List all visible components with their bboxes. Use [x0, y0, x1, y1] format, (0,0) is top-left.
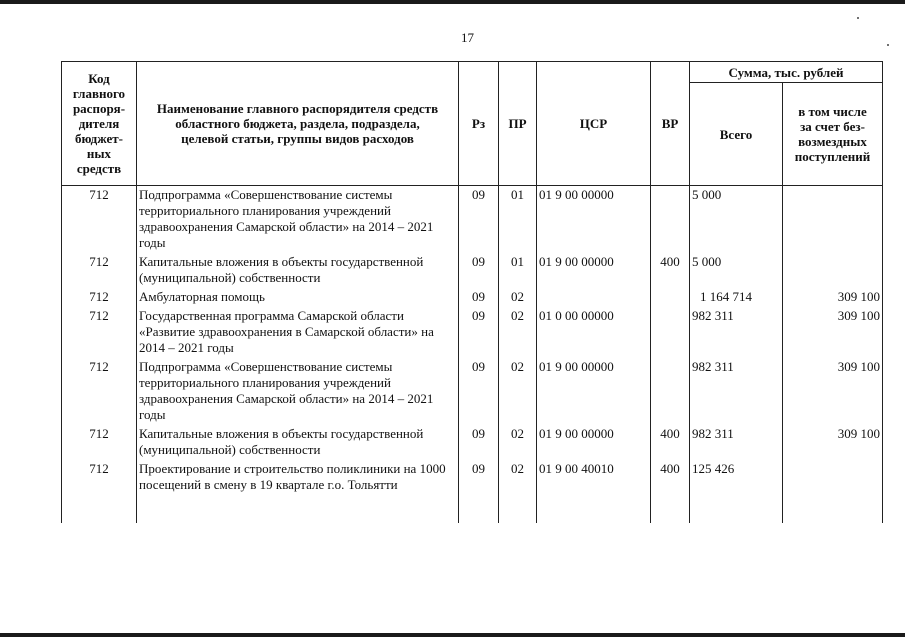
- cell-grants: 309 100: [783, 307, 883, 358]
- cell-pr: 02: [499, 460, 537, 523]
- cell-total: 982 311: [690, 358, 783, 425]
- header-pr: ПР: [499, 62, 537, 186]
- cell-name: Подпрограмма «Совершенствование системы территориального планирования учреждений здравоохранения Самарской области» на 2014 – 2021 годы: [137, 186, 459, 254]
- header-code: Код главного распоря-дителя бюджет-ных средств: [62, 62, 137, 186]
- cell-total: 125 426: [690, 460, 783, 523]
- scan-bottom-border: [0, 633, 905, 637]
- cell-pr: 02: [499, 425, 537, 460]
- cell-total: 5 000: [690, 253, 783, 288]
- page-number: 17: [461, 30, 474, 45]
- cell-csr: 01 9 00 40010: [537, 460, 651, 523]
- cell-total: 5 000: [690, 186, 783, 254]
- cell-name: Амбулаторная помощь: [137, 288, 459, 307]
- table-row: [62, 358, 883, 425]
- cell-rz: 09: [459, 288, 499, 307]
- cell-vr: 400: [651, 425, 690, 460]
- cell-code: 712: [62, 460, 137, 523]
- cell-vr: [651, 186, 690, 254]
- header-grants: в том числе за счет без-возмездных поступлений: [783, 83, 883, 186]
- header-total: Всего: [690, 83, 783, 186]
- table-row: [62, 253, 883, 288]
- cell-csr: 01 0 00 00000: [537, 307, 651, 358]
- scan-speck: [857, 17, 859, 19]
- cell-vr: [651, 307, 690, 358]
- cell-rz: 09: [459, 358, 499, 425]
- table-row: [62, 186, 883, 254]
- cell-rz: 09: [459, 307, 499, 358]
- cell-grants: [783, 460, 883, 523]
- cell-vr: 400: [651, 253, 690, 288]
- cell-pr: 02: [499, 358, 537, 425]
- cell-total: 1 164 714: [690, 288, 783, 307]
- table-body: [62, 186, 883, 524]
- cell-csr: 01 9 00 00000: [537, 186, 651, 254]
- cell-grants: [783, 186, 883, 254]
- cell-grants: 309 100: [783, 425, 883, 460]
- cell-code: 712: [62, 288, 137, 307]
- cell-total: 982 311: [690, 307, 783, 358]
- cell-vr: [651, 288, 690, 307]
- cell-code: 712: [62, 307, 137, 358]
- header-rz: Рз: [459, 62, 499, 186]
- cell-rz: 09: [459, 253, 499, 288]
- cell-pr: 01: [499, 186, 537, 254]
- cell-pr: 02: [499, 288, 537, 307]
- cell-name: Капитальные вложения в объекты государственной (муниципальной) собственности: [137, 253, 459, 288]
- cell-grants: [783, 253, 883, 288]
- cell-vr: [651, 358, 690, 425]
- header-name: Наименование главного распорядителя средств областного бюджета, раздела, подраздела, целевой статьи, группы видов расходов: [137, 62, 459, 186]
- cell-rz: 09: [459, 186, 499, 254]
- table-row: [62, 288, 883, 307]
- cell-name: Капитальные вложения в объекты государственной (муниципальной) собственности: [137, 425, 459, 460]
- cell-vr: 400: [651, 460, 690, 523]
- header-amount-group: Сумма, тыс. рублей: [690, 62, 883, 83]
- cell-pr: 01: [499, 253, 537, 288]
- cell-name: Проектирование и строительство поликлиники на 1000 посещений в смену в 19 квартале г.о. Тольятти: [137, 460, 459, 523]
- table-row: [62, 460, 883, 523]
- scan-top-border: [0, 0, 905, 4]
- table-row: [62, 307, 883, 358]
- cell-code: 712: [62, 425, 137, 460]
- cell-pr: 02: [499, 307, 537, 358]
- cell-csr: 01 9 00 00000: [537, 358, 651, 425]
- cell-code: 712: [62, 358, 137, 425]
- table-header: [62, 62, 883, 186]
- cell-name: Государственная программа Самарской области «Развитие здравоохранения в Самарской области» на 2014 – 2021 годы: [137, 307, 459, 358]
- cell-csr: [537, 288, 651, 307]
- cell-csr: 01 9 00 00000: [537, 425, 651, 460]
- header-csr: ЦСР: [537, 62, 651, 186]
- cell-rz: 09: [459, 425, 499, 460]
- header-vr: ВР: [651, 62, 690, 186]
- cell-rz: 09: [459, 460, 499, 523]
- table-row: [62, 425, 883, 460]
- cell-name: Подпрограмма «Совершенствование системы территориального планирования учреждений здравоохранения Самарской области» на 2014 – 2021 годы: [137, 358, 459, 425]
- cell-code: 712: [62, 253, 137, 288]
- cell-grants: 309 100: [783, 288, 883, 307]
- cell-code: 712: [62, 186, 137, 254]
- cell-total: 982 311: [690, 425, 783, 460]
- budget-table: [61, 61, 883, 523]
- cell-csr: 01 9 00 00000: [537, 253, 651, 288]
- cell-grants: 309 100: [783, 358, 883, 425]
